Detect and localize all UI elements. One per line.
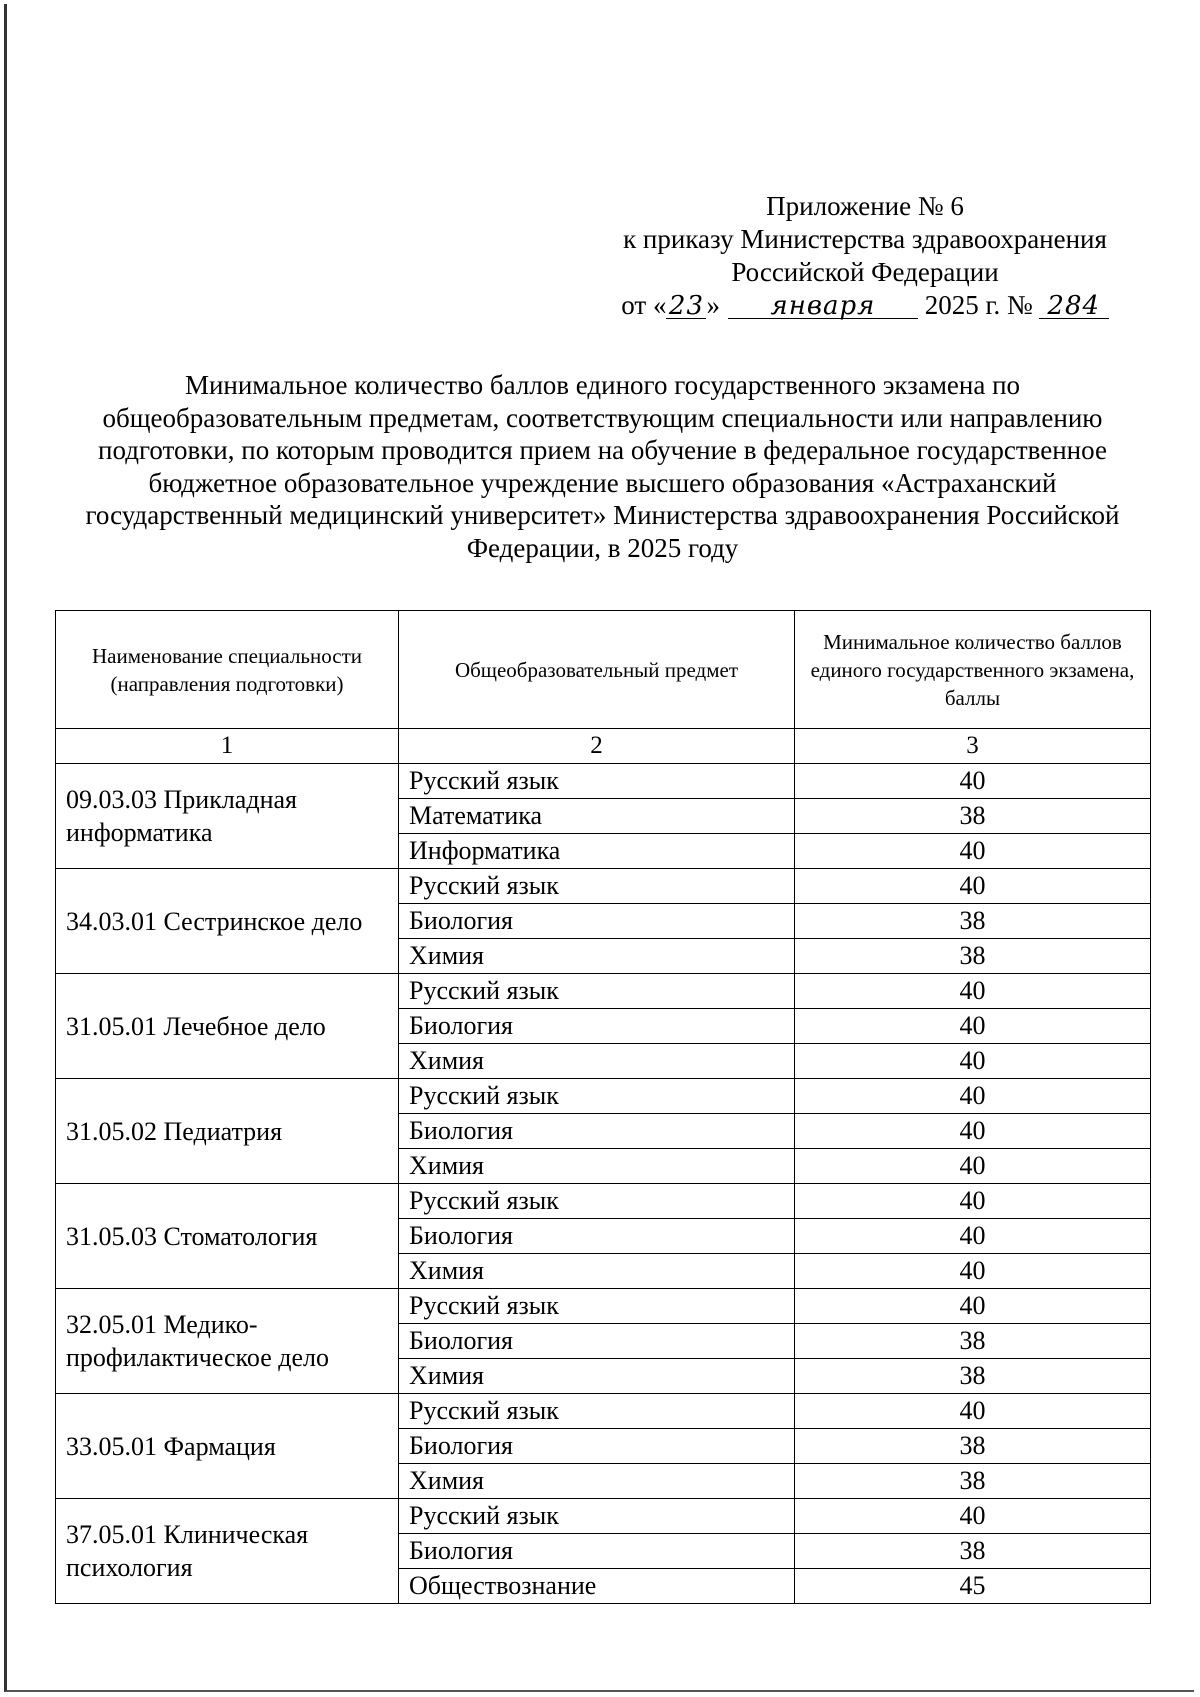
specialty-cell: 34.03.01 Сестринское дело: [56, 869, 399, 974]
subject-cell: Биология: [399, 904, 795, 939]
table-row: [56, 1079, 1151, 1114]
table-body: [56, 764, 1151, 1604]
table-row: [56, 1394, 1151, 1429]
table-row: [56, 974, 1151, 1009]
score-cell: 38: [795, 1324, 1151, 1359]
score-cell: 40: [795, 869, 1151, 904]
score-cell: 38: [795, 1534, 1151, 1569]
specialty-cell: 09.03.03 Прикладная информатика: [56, 764, 399, 869]
table-row: [56, 1184, 1151, 1219]
handwritten-month: января: [728, 294, 918, 319]
score-cell: 38: [795, 799, 1151, 834]
score-cell: 38: [795, 1464, 1151, 1499]
appendix-order-ref: к приказу Министерства здравоохранения: [623, 224, 1107, 254]
title-line: подготовки, по которым проводится прием на обучение в федеральное государственное: [98, 435, 1107, 465]
score-cell: 40: [795, 1254, 1151, 1289]
appendix-number: Приложение № 6: [766, 191, 964, 221]
handwritten-order-number: 284: [1039, 294, 1109, 319]
title-line: общеобразовательным предметам, соответствующим специальности или направлению: [102, 402, 1103, 433]
score-cell: 38: [795, 1359, 1151, 1394]
specialty-cell: 32.05.01 Медико-профилактическое дело: [56, 1289, 399, 1394]
subject-cell: Биология: [399, 1534, 795, 1569]
specialty-cell: 31.05.01 Лечебное дело: [56, 974, 399, 1079]
subject-cell: Химия: [399, 1149, 795, 1184]
date-mid: »: [706, 290, 720, 320]
title-line: Минимальное количество баллов единого государственного экзамена по: [184, 370, 1021, 400]
score-cell: 40: [795, 834, 1151, 869]
score-cell: 38: [795, 1429, 1151, 1464]
date-year: 2025 г. №: [924, 290, 1033, 320]
subject-cell: Русский язык: [399, 1289, 795, 1324]
subject-cell: Русский язык: [399, 869, 795, 904]
subject-cell: Химия: [399, 1044, 795, 1079]
subject-cell: Биология: [399, 1324, 795, 1359]
subject-cell: Обществознание: [399, 1569, 795, 1604]
scores-table: [55, 610, 1151, 1604]
specialty-cell: 31.05.03 Стоматология: [56, 1184, 399, 1289]
score-cell: 40: [795, 764, 1151, 799]
score-cell: 45: [795, 1569, 1151, 1604]
score-cell: 40: [795, 1044, 1151, 1079]
header-subject: Общеобразовательный предмет: [399, 611, 795, 729]
subject-cell: Химия: [399, 939, 795, 974]
appendix-federation: Российской Федерации: [731, 257, 999, 287]
appendix-header: [560, 190, 1170, 322]
subject-cell: Русский язык: [399, 974, 795, 1009]
column-number: 2: [399, 729, 795, 764]
subject-cell: Русский язык: [399, 1079, 795, 1114]
score-cell: 38: [795, 939, 1151, 974]
column-number: 3: [795, 729, 1151, 764]
subject-cell: Русский язык: [399, 1394, 795, 1429]
table-row: [56, 764, 1151, 799]
score-cell: 40: [795, 1149, 1151, 1184]
score-cell: 40: [795, 1114, 1151, 1149]
score-cell: 40: [795, 1079, 1151, 1114]
specialty-cell: 33.05.01 Фармация: [56, 1394, 399, 1499]
specialty-cell: 31.05.02 Педиатрия: [56, 1079, 399, 1184]
date-prefix: от «: [621, 290, 667, 320]
score-cell: 40: [795, 1184, 1151, 1219]
subject-cell: Русский язык: [399, 764, 795, 799]
subject-cell: Информатика: [399, 834, 795, 869]
table-header-row: [56, 611, 1151, 729]
subject-cell: Химия: [399, 1464, 795, 1499]
subject-cell: Химия: [399, 1359, 795, 1394]
table-row: [56, 1499, 1151, 1534]
table-row: [56, 1289, 1151, 1324]
document-title: [40, 369, 1165, 564]
subject-cell: Русский язык: [399, 1499, 795, 1534]
title-line: государственный медицинский университет» Министерства здравоохранения Российской: [85, 500, 1120, 530]
score-cell: 40: [795, 1394, 1151, 1429]
table-row: [56, 869, 1151, 904]
score-cell: 40: [795, 1219, 1151, 1254]
title-line: Федерации, в 2025 году: [466, 532, 739, 563]
score-cell: 38: [795, 904, 1151, 939]
header-min-score: Минимальное количество баллов единого государственного экзамена, баллы: [795, 611, 1151, 729]
subject-cell: Биология: [399, 1114, 795, 1149]
specialty-cell: 37.05.01 Клиническая психология: [56, 1499, 399, 1604]
score-cell: 40: [795, 974, 1151, 1009]
subject-cell: Биология: [399, 1219, 795, 1254]
column-number: 1: [56, 729, 399, 764]
subject-cell: Биология: [399, 1429, 795, 1464]
handwritten-day: 23: [666, 294, 706, 319]
subject-cell: Русский язык: [399, 1184, 795, 1219]
column-number-row: [56, 729, 1151, 764]
subject-cell: Химия: [399, 1254, 795, 1289]
score-cell: 40: [795, 1499, 1151, 1534]
title-line: бюджетное образовательное учреждение высшего образования «Астраханский: [148, 467, 1057, 498]
header-specialty: Наименование специальности (направления подготовки): [56, 611, 399, 729]
order-date-line: [560, 289, 1170, 322]
subject-cell: Математика: [399, 799, 795, 834]
subject-cell: Биология: [399, 1009, 795, 1044]
score-cell: 40: [795, 1009, 1151, 1044]
score-cell: 40: [795, 1289, 1151, 1324]
